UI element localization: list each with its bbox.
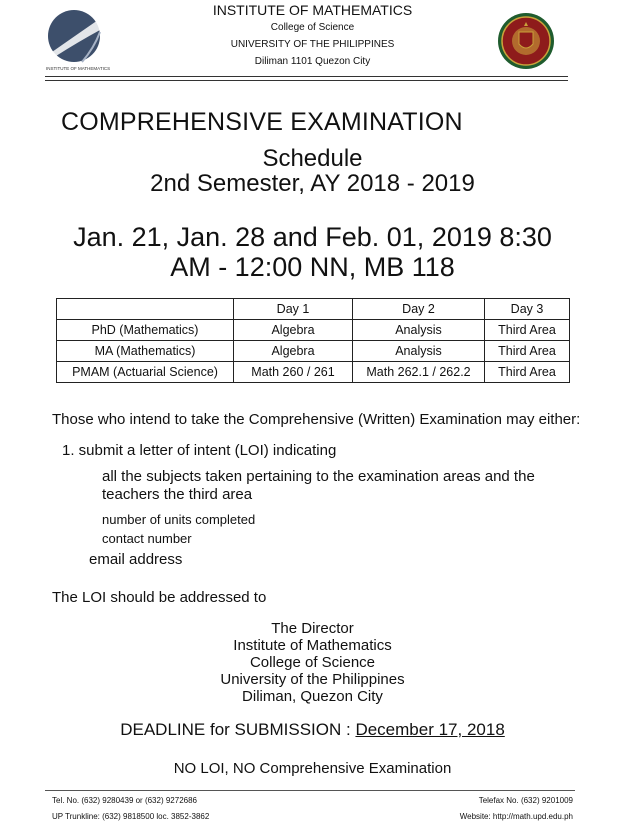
header-college: College of Science (270, 22, 355, 33)
table-header-cell (57, 299, 234, 320)
table-cell: Math 262.1 / 262.2 (353, 362, 485, 383)
table-header-cell: Day 3 (485, 299, 570, 320)
sub-list-item: number of units completed (102, 512, 256, 527)
table-cell: Algebra (234, 320, 353, 341)
schedule-label: Schedule (262, 145, 363, 172)
table-row (57, 341, 570, 362)
list-item: 1. submit a letter of intent (LOI) indicating (62, 442, 337, 459)
footer-rule (45, 790, 575, 791)
page-title: COMPREHENSIVE EXAMINATION (61, 108, 463, 136)
sub-list-item: contact number (102, 531, 192, 546)
sub-list-item: email address (89, 551, 183, 568)
table-header-cell: Day 2 (353, 299, 485, 320)
loi-address-line: The LOI should be addressed to (52, 589, 267, 606)
logo-left-text: INSTITUTE OF MATHEMATICS (46, 66, 110, 71)
header-rule-top (45, 76, 568, 77)
table-header-row (57, 299, 570, 320)
deadline-line (0, 720, 625, 740)
addressee-line: The Director (271, 620, 354, 637)
table-cell: Analysis (353, 320, 485, 341)
footer-trunkline: UP Trunkline: (632) 9818500 loc. 3852-3862 (52, 812, 210, 821)
table-cell: PMAM (Actuarial Science) (57, 362, 234, 383)
addressee-line: Institute of Mathematics (233, 637, 392, 654)
university-seal-icon (497, 12, 555, 70)
footer-telephone: Tel. No. (632) 9280439 or (632) 9272686 (52, 796, 197, 805)
table-cell: PhD (Mathematics) (57, 320, 234, 341)
sub-list-item: all the subjects taken pertaining to the examination areas and the teachers the third area (102, 468, 535, 503)
footer-telefax: Telefax No. (632) 9201009 (478, 796, 573, 805)
addressee-line: College of Science (249, 654, 376, 671)
deadline-label: DEADLINE for SUBMISSION : (120, 720, 356, 739)
table-cell: Third Area (485, 320, 570, 341)
table-cell: Math 260 / 261 (234, 362, 353, 383)
no-loi-notice: NO LOI, NO Comprehensive Examination (173, 760, 452, 777)
table-cell: Analysis (353, 341, 485, 362)
header-rule-bottom (45, 80, 568, 81)
table-row (57, 320, 570, 341)
deadline-date: December 17, 2018 (355, 720, 505, 739)
table-cell: Algebra (234, 341, 353, 362)
exam-datetime: Jan. 21, Jan. 28 and Feb. 01, 2019 8:30 AM - 12:00 NN, MB 118 (73, 222, 552, 282)
header-university: UNIVERSITY OF THE PHILIPPINES (230, 39, 395, 50)
schedule-table (56, 298, 570, 383)
header-address: Diliman 1101 Quezon City (254, 56, 371, 67)
table-cell: Third Area (485, 341, 570, 362)
addressee-line: Diliman, Quezon City (242, 688, 383, 705)
addressee-line: University of the Philippines (220, 671, 405, 688)
table-row (57, 362, 570, 383)
header-institute: INSTITUTE OF MATHEMATICS (212, 2, 413, 18)
table-cell: Third Area (485, 362, 570, 383)
footer-website: Website: http://math.upd.edu.ph (459, 812, 573, 821)
table-cell: MA (Mathematics) (57, 341, 234, 362)
semester-label: 2nd Semester, AY 2018 - 2019 (150, 170, 475, 197)
intro-text: Those who intend to take the Comprehensive (Written) Examination may either: (52, 411, 581, 428)
addressee-block (0, 620, 625, 705)
table-header-cell: Day 1 (234, 299, 353, 320)
